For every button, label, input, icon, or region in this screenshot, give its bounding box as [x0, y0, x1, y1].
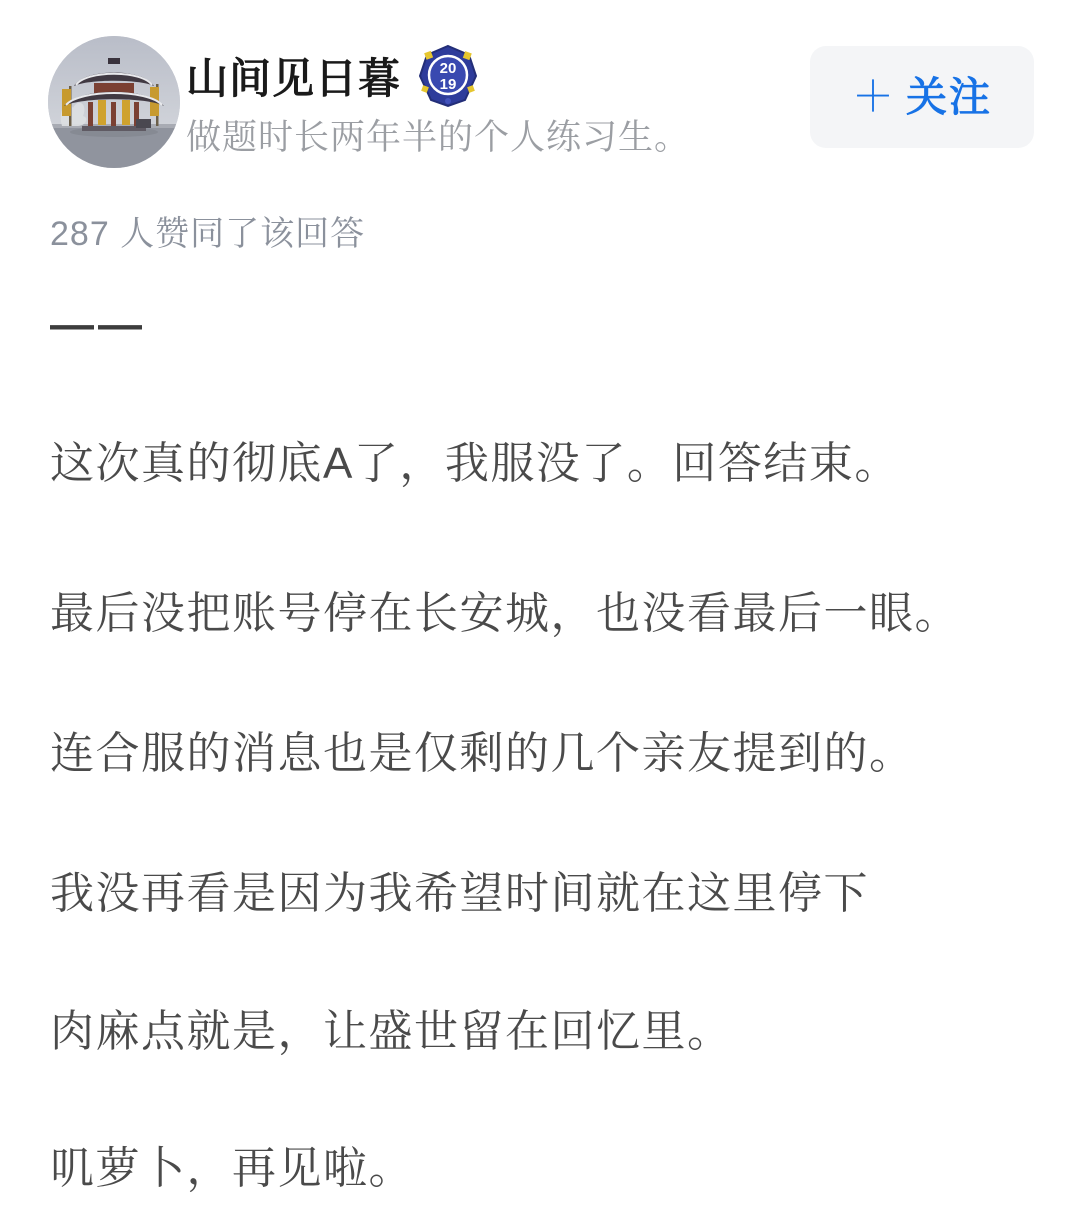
year-2019-badge-icon: [417, 43, 479, 109]
upvote-count-text: 287 人赞同了该回答: [50, 215, 366, 253]
follow-button[interactable]: [810, 46, 1034, 148]
answer-paragraph: 这次真的彻底A了，我服没了。回答结束。: [50, 439, 900, 488]
badge-year-bottom: 19: [439, 76, 457, 93]
badge-year-top: 20: [439, 60, 457, 77]
avatar-pavilion-image: [48, 36, 180, 168]
answer-paragraph: 肉麻点就是，让盛世留在回忆里。: [50, 1007, 733, 1056]
answer-paragraph: 我没再看是因为我希望时间就在这里停下: [50, 869, 869, 918]
answer-paragraph: 叽萝卜，再见啦。: [50, 1144, 414, 1193]
answer-paragraph: 连合服的消息也是仅剩的几个亲友提到的。: [50, 729, 915, 778]
avatar[interactable]: [48, 36, 180, 168]
answer-divider-dashes: ——: [50, 300, 146, 349]
answer-paragraph: 最后没把账号停在长安城，也没看最后一眼。: [50, 589, 960, 638]
plus-icon: ＋: [851, 73, 894, 120]
author-header: [186, 44, 479, 108]
follow-button-label: 关注: [906, 73, 992, 120]
author-username[interactable]: 山间见日暮: [186, 55, 402, 102]
author-bio: 做题时长两年半的个人练习生。: [186, 118, 691, 157]
